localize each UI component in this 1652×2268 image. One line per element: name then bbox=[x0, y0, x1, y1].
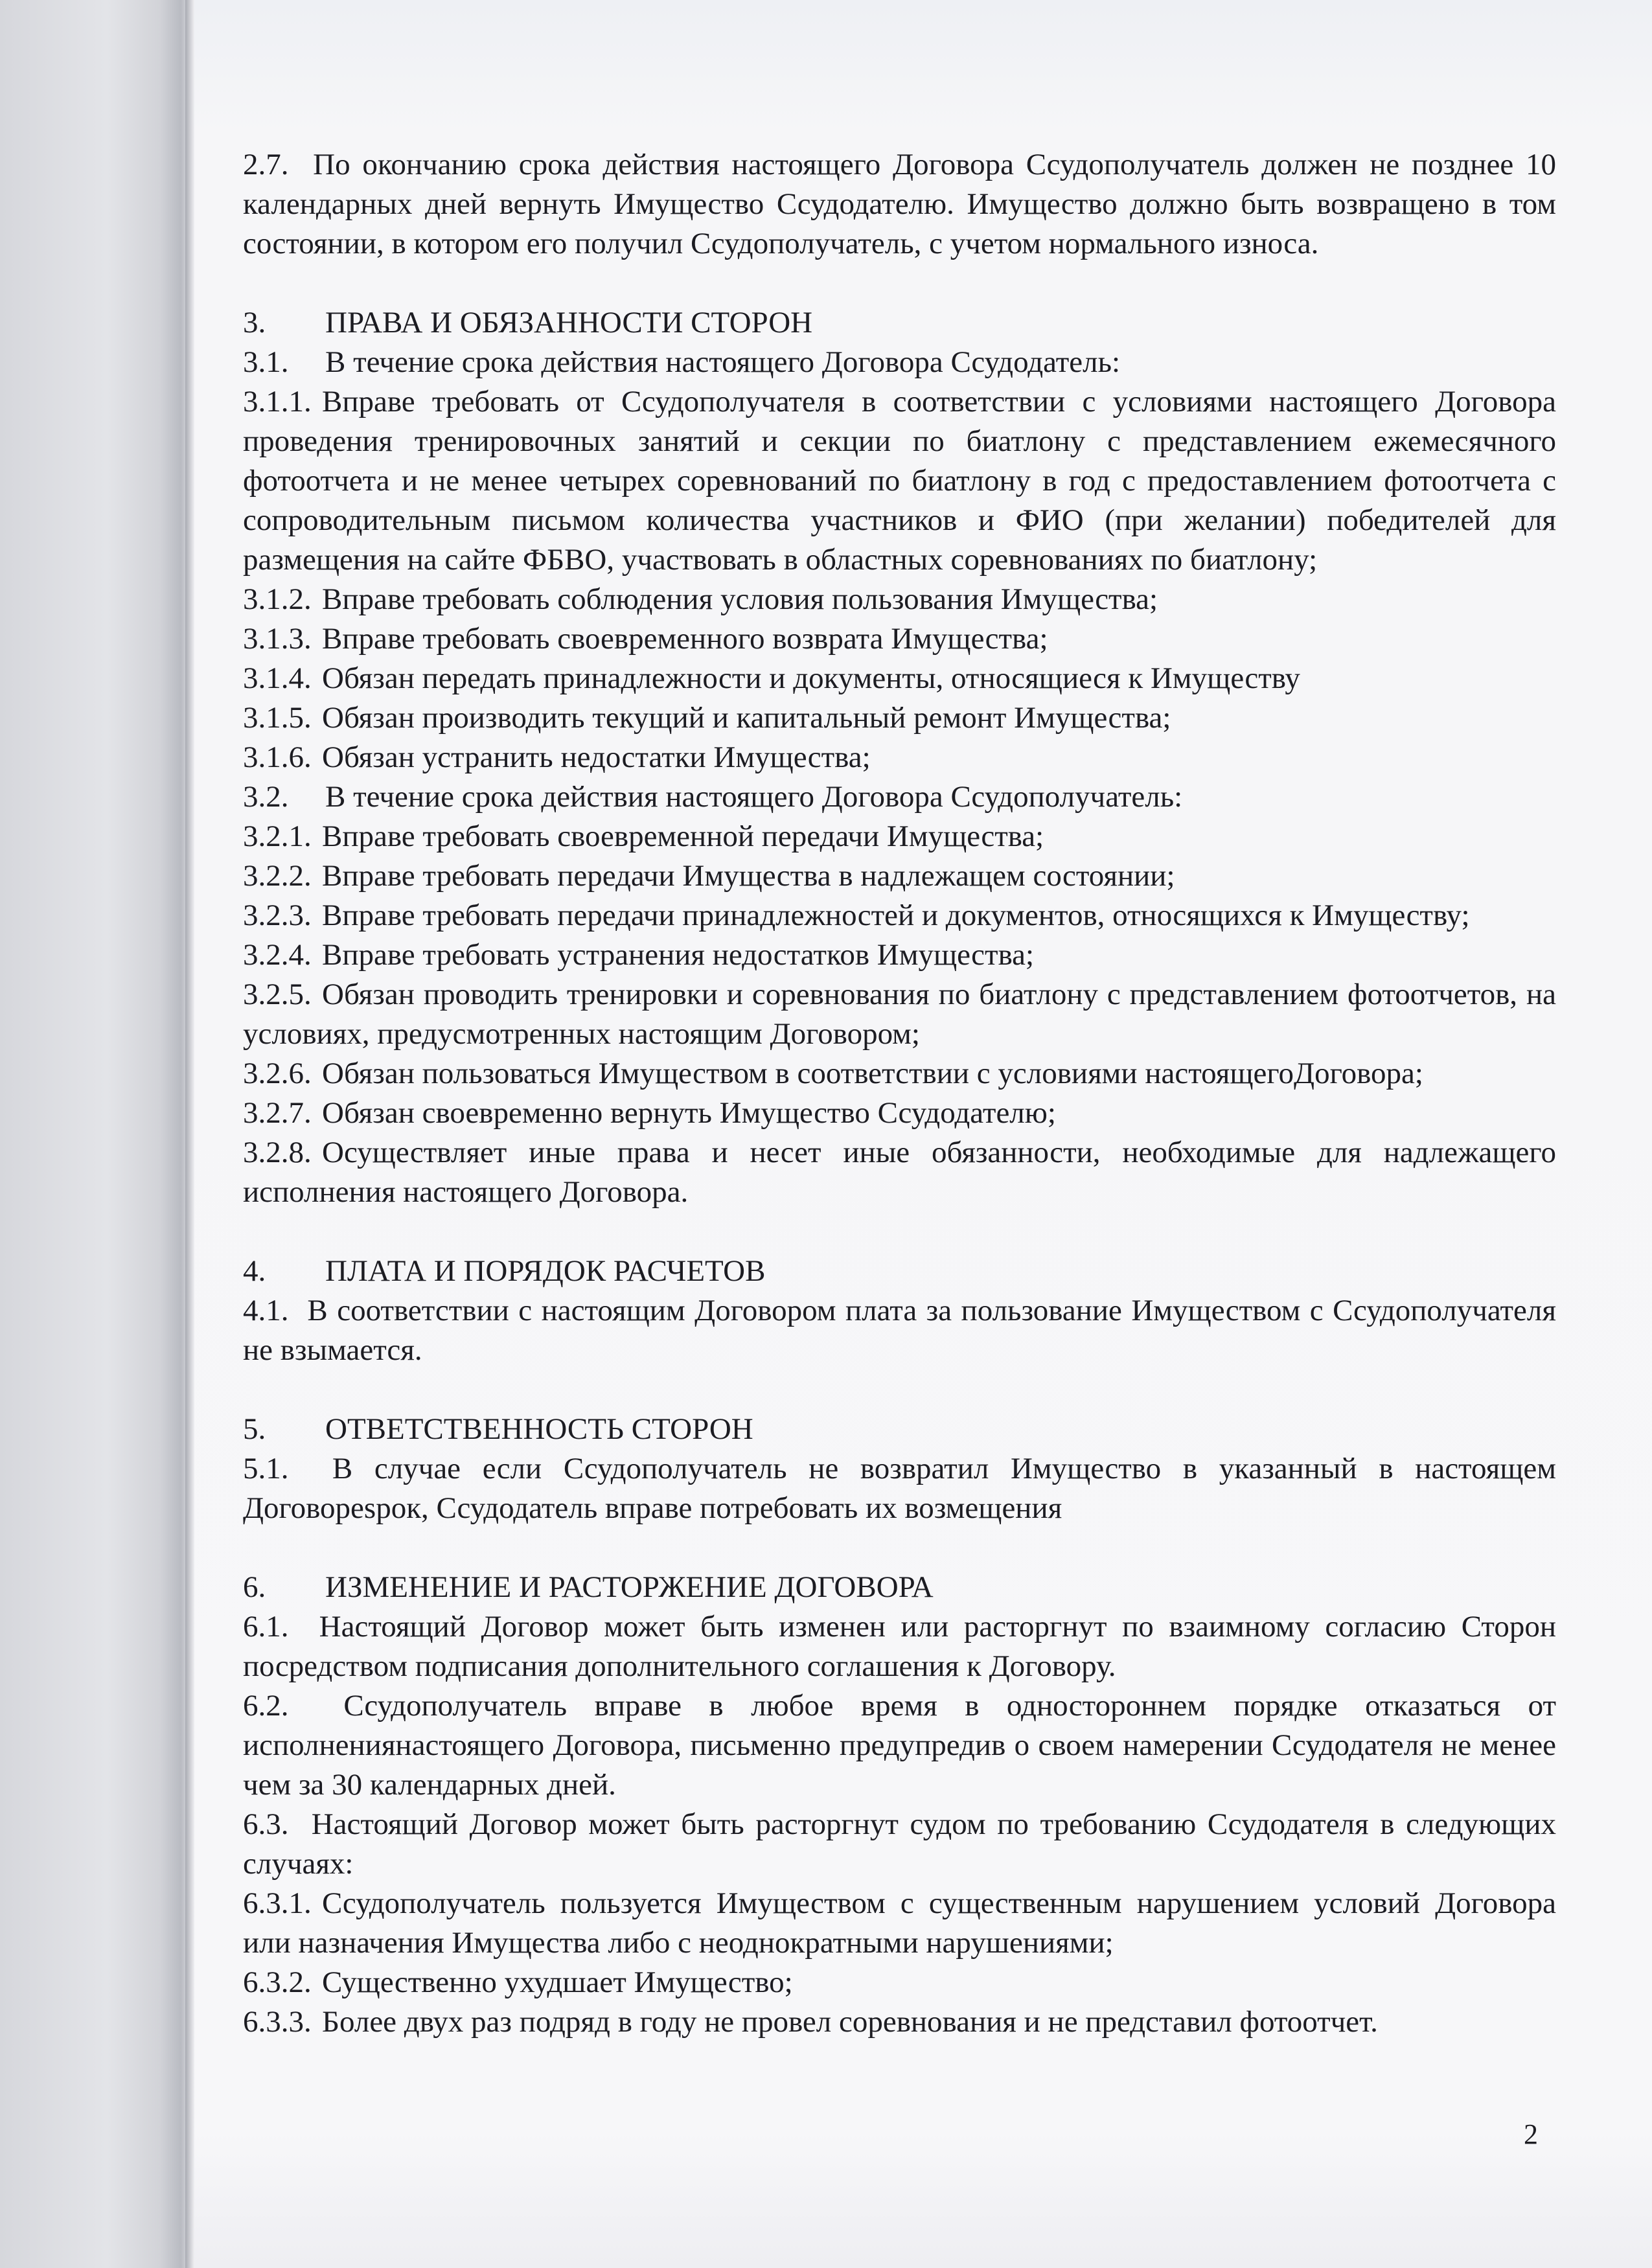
clause-text: Настоящий Договор может быть расторгнут судом по требованию Ссудодателя в следующих случаях: bbox=[243, 1807, 1556, 1881]
item-text: Ссудополучатель пользуется Имуществом с существенным нарушением условий Договора или назначения Имущества либо с неоднократными нарушениями; bbox=[243, 1886, 1556, 1960]
clause-text: По окончанию срока действия настоящего Договора Ссудополучатель должен не позднее 10 календарных дней вернуть Имущество Ссудодателю. Имущество должно быть возвращено в том состоянии, в котором его получил Ссудополучатель, с учетом нормального износа. bbox=[243, 148, 1557, 260]
clause-2-7 bbox=[243, 145, 1556, 264]
item-number: 3.1.2. bbox=[243, 582, 312, 616]
item-text: Обязан передать принадлежности и документы, относящиеся к Имуществу bbox=[322, 661, 1300, 695]
clause-number: 3.2. bbox=[243, 780, 289, 814]
clause-text: В соответствии с настоящим Договором плата за пользование Имуществом с Ссудополучателя не взымается. bbox=[243, 1294, 1556, 1367]
section-5-heading bbox=[243, 1410, 1556, 1449]
clause-3-2 bbox=[243, 777, 1556, 817]
item-number: 6.3.1. bbox=[243, 1886, 312, 1920]
clause-6-3 bbox=[243, 1805, 1556, 1884]
item-number: 3.1.1. bbox=[243, 385, 312, 418]
list-item bbox=[243, 817, 1556, 856]
list-item bbox=[243, 1054, 1556, 1094]
clause-number: 4.1. bbox=[243, 1294, 289, 1327]
item-text: Обязан проводить тренировки и соревнования по биатлону с представлением фотоотчетов, на условиях, предусмотренных настоящим Договором; bbox=[243, 978, 1556, 1051]
list-item bbox=[243, 580, 1556, 619]
item-number: 3.2.7. bbox=[243, 1096, 312, 1130]
clause-number: 3.1. bbox=[243, 345, 289, 379]
page-number: 2 bbox=[1524, 2118, 1538, 2150]
item-text: Существенно ухудшает Имущество; bbox=[322, 1965, 793, 1999]
item-number: 3.2.4. bbox=[243, 938, 312, 972]
item-text: Обязан пользоваться Имуществом в соответствии с условиями настоящегоДоговора; bbox=[322, 1057, 1423, 1090]
list-item bbox=[243, 1963, 1556, 2002]
clause-number: 6.2. bbox=[243, 1689, 289, 1723]
item-text: Обязан производить текущий и капитальный ремонт Имущества; bbox=[322, 701, 1171, 735]
item-text: Более двух раз подряд в году не провел соревнования и не представил фотоотчет. bbox=[322, 2005, 1378, 2039]
clause-text: Ссудополучатель вправе в любое время в одностороннем порядке отказаться от исполнениянастоящего Договора, письменно предупредив о своем намерении Ссудодателя не менее чем за 30 календарных дней. bbox=[243, 1689, 1557, 1802]
section-number: 6. bbox=[243, 1570, 266, 1604]
clause-4-1 bbox=[243, 1291, 1556, 1370]
item-text: Вправе требовать своевременного возврата Имущества; bbox=[322, 622, 1048, 656]
item-text: Обязан устранить недостатки Имущества; bbox=[322, 740, 871, 774]
list-item bbox=[243, 382, 1556, 580]
clause-list-3-2 bbox=[243, 817, 1556, 1212]
section-title: ОТВЕТСТВЕННОСТЬ СТОРОН bbox=[325, 1412, 753, 1446]
item-number: 3.2.2. bbox=[243, 859, 312, 893]
contract-text bbox=[243, 145, 1556, 2042]
list-item bbox=[243, 1884, 1556, 1963]
clause-text: В течение срока действия настоящего Договора Ссудодатель: bbox=[325, 345, 1121, 379]
list-item bbox=[243, 1094, 1556, 1133]
section-number: 3. bbox=[243, 306, 266, 339]
section-3-heading bbox=[243, 303, 1556, 343]
list-item bbox=[243, 2002, 1556, 2042]
item-text: Вправе требовать соблюдения условия пользования Имущества; bbox=[322, 582, 1158, 616]
clause-text: В течение срока действия настоящего Договора Ссудополучатель: bbox=[325, 780, 1183, 814]
item-number: 3.1.6. bbox=[243, 740, 312, 774]
item-number: 3.1.5. bbox=[243, 701, 312, 735]
clause-number: 2.7. bbox=[243, 148, 289, 181]
section-title: ПРАВА И ОБЯЗАННОСТИ СТОРОН bbox=[325, 306, 813, 339]
section-number: 4. bbox=[243, 1254, 266, 1288]
scan-binding-shadow bbox=[0, 0, 194, 2268]
clause-number: 5.1. bbox=[243, 1452, 289, 1485]
clause-list-3-1 bbox=[243, 382, 1556, 777]
list-item bbox=[243, 975, 1556, 1054]
list-item bbox=[243, 659, 1556, 698]
item-text: Вправе требовать от Ссудополучателя в соответствии с условиями настоящего Договора проведения тренировочных занятий и секции по биатлону с представлением ежемесячного фотоотчета и не менее четырех соревнований по биатлону в год с предоставлением фотоотчета с сопроводительным письмом количества участников и ФИО (при желании) победителей для размещения на сайте ФБВО, участвовать в областных соревнованиях по биатлону; bbox=[243, 385, 1556, 577]
item-number: 3.2.8. bbox=[243, 1136, 312, 1169]
clause-text: Настоящий Договор может быть изменен или расторгнут по взаимному согласию Сторон посредством подписания дополнительного соглашения к Договору. bbox=[243, 1610, 1556, 1683]
section-title: ПЛАТА И ПОРЯДОК РАСЧЕТОВ bbox=[325, 1254, 766, 1288]
item-text: Вправе требовать передачи принадлежностей и документов, относящихся к Имуществу; bbox=[322, 899, 1470, 932]
item-text: Вправе требовать передачи Имущества в надлежащем состоянии; bbox=[322, 859, 1175, 893]
item-number: 3.2.6. bbox=[243, 1057, 312, 1090]
clause-list-6-3 bbox=[243, 1884, 1556, 2042]
item-text: Осуществляет иные права и несет иные обязанности, необходимые для надлежащего исполнения настоящего Договора. bbox=[243, 1136, 1556, 1209]
list-item bbox=[243, 896, 1556, 935]
page-edge bbox=[185, 0, 194, 2268]
item-number: 6.3.3. bbox=[243, 2005, 312, 2039]
list-item bbox=[243, 1133, 1556, 1212]
clause-number: 6.3. bbox=[243, 1807, 289, 1841]
list-item bbox=[243, 856, 1556, 896]
list-item bbox=[243, 619, 1556, 659]
item-number: 3.1.4. bbox=[243, 661, 312, 695]
item-text: Обязан своевременно вернуть Имущество Ссудодателю; bbox=[322, 1096, 1056, 1130]
item-text: Вправе требовать своевременной передачи Имущества; bbox=[322, 819, 1044, 853]
clause-number: 6.1. bbox=[243, 1610, 289, 1644]
list-item bbox=[243, 698, 1556, 738]
item-number: 6.3.2. bbox=[243, 1965, 312, 1999]
list-item bbox=[243, 738, 1556, 777]
section-4-heading bbox=[243, 1252, 1556, 1291]
item-text: Вправе требовать устранения недостатков Имущества; bbox=[322, 938, 1035, 972]
item-number: 3.2.5. bbox=[243, 978, 312, 1011]
clause-6-1 bbox=[243, 1607, 1556, 1686]
item-number: 3.1.3. bbox=[243, 622, 312, 656]
section-number: 5. bbox=[243, 1412, 266, 1446]
section-6-heading bbox=[243, 1568, 1556, 1607]
section-title: ИЗМЕНЕНИЕ И РАСТОРЖЕНИЕ ДОГОВОРА bbox=[325, 1570, 934, 1604]
clause-6-2 bbox=[243, 1686, 1556, 1805]
item-number: 3.2.3. bbox=[243, 899, 312, 932]
clause-text: В случае если Ссудополучатель не возвратил Имущество в указанный в настоящем Договорesрок, Ссудодатель вправе потребовать их возмещения bbox=[243, 1452, 1556, 1525]
clause-3-1 bbox=[243, 343, 1556, 382]
item-number: 3.2.1. bbox=[243, 819, 312, 853]
clause-5-1 bbox=[243, 1449, 1556, 1528]
list-item bbox=[243, 935, 1556, 975]
